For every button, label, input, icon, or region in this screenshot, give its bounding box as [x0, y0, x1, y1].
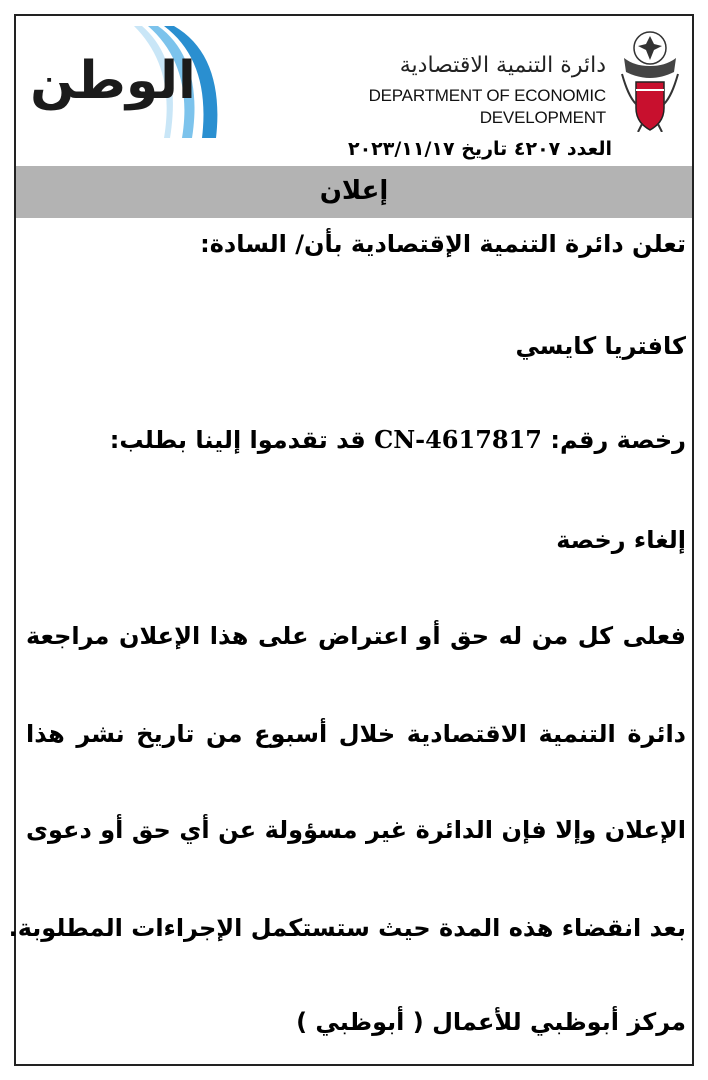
body-line-1: فعلى كل من له حق أو اعتراض على هذا الإعلان مراجعة: [26, 622, 686, 650]
department-name-english: DEPARTMENT OF ECONOMIC DEVELOPMENT: [368, 86, 606, 127]
business-name: كافتريا كايسي: [515, 332, 686, 360]
issue-number-date: العدد ٤٢٠٧ تاريخ ٢٠٢٣/١١/١٧: [347, 138, 612, 160]
department-name-arabic: دائرة التنمية الاقتصادية: [399, 53, 606, 78]
body-line-2: دائرة التنمية الاقتصادية خلال أسبوع من تاريخ نشر هذا: [26, 720, 686, 748]
body-line-3: الإعلان وإلا فإن الدائرة غير مسؤولة عن أي حق أو دعوى: [26, 816, 686, 844]
notice-intro: تعلن دائرة التنمية الإقتصادية بأن/ السادة:: [200, 230, 686, 258]
license-suffix: قد تقدموا إلينا بطلب:: [109, 426, 366, 454]
license-line: [26, 422, 686, 458]
newspaper-name: الوطن: [30, 51, 196, 111]
request-type: إلغاء رخصة: [556, 526, 686, 554]
footer-center-name: مركز أبوظبي للأعمال ( أبوظبي ): [296, 1008, 686, 1036]
license-number: CN-4617817: [374, 425, 543, 454]
body-line-4: بعد انقضاء هذه المدة حيث ستستكمل الإجراءات المطلوبة.: [8, 914, 686, 942]
abu-dhabi-falcon-emblem-icon: [614, 28, 686, 132]
license-prefix: رخصة رقم:: [550, 426, 686, 454]
notice-title: إعلان: [319, 176, 389, 206]
